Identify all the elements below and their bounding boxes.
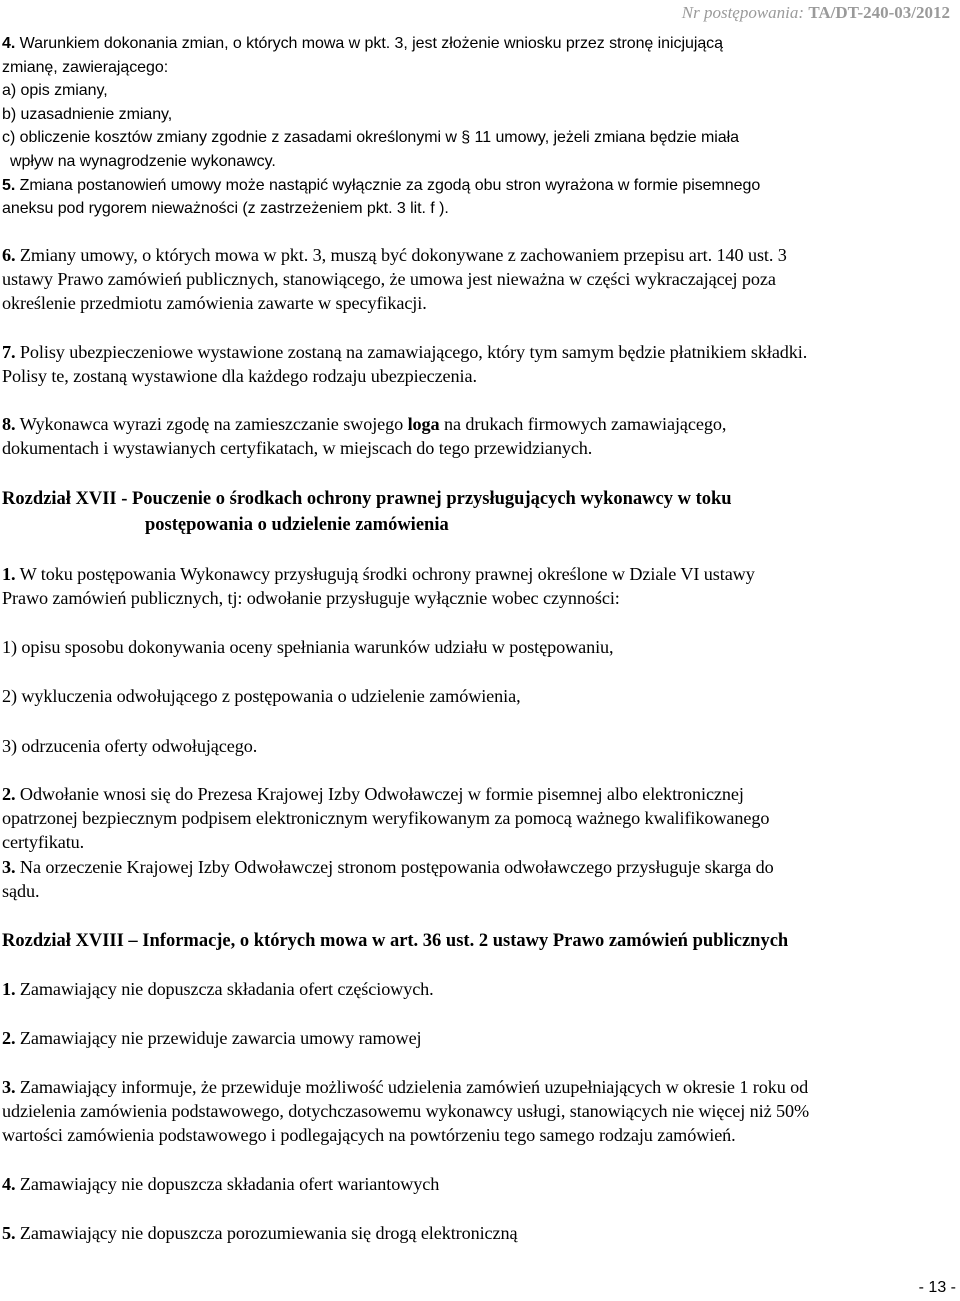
header-label: Nr postępowania: (681, 3, 805, 22)
page-header (682, 3, 950, 23)
s17-item-3: 3) odrzucenia oferty odwołującego. (2, 736, 258, 756)
s18-item-2: 2. Zamawiający nie przewiduje zawarcia umowy ramowej (2, 1028, 422, 1048)
s17-item-1: 1) opisu sposobu dokonywania oceny spełniania warunków udziału w postępowaniu, (2, 637, 614, 657)
s17-point-2-line-3: certyfikatu. (2, 832, 85, 852)
point-4-a: a) opis zmiany, (2, 82, 108, 99)
s18-item-4: 4. Zamawiający nie dopuszcza składania ofert wariantowych (2, 1174, 440, 1194)
case-number: TA/DT-240-03/2012 (808, 3, 950, 22)
s18-item-3-line-1: 3. Zamawiający informuje, że przewiduje możliwość udzielenia zamówień uzupełniających w okresie 1 roku od (2, 1077, 809, 1097)
point-6-line-1: 6. Zmiany umowy, o których mowa w pkt. 3, muszą być dokonywane z zachowaniem przepisu art. 140 ust. 3 (2, 245, 787, 265)
s17-point-1-line-1: 1. W toku postępowania Wykonawcy przysługują środki ochrony prawnej określone w Dziale VI ustawy (2, 564, 755, 584)
s17-point-3-line-2: sądu. (2, 881, 40, 901)
point-7-line-1: 7. Polisy ubezpieczeniowe wystawione zostaną na zamawiającego, który tym samym będzie płatnikiem składki. (2, 342, 808, 362)
point-7-line-2: Polisy te, zostaną wystawione dla każdego rodzaju ubezpieczenia. (2, 366, 477, 386)
section-18-title: Rozdział XVIII – Informacje, o których mowa w art. 36 ust. 2 ustawy Prawo zamówień publicznych (2, 931, 789, 951)
point-4-b: b) uzasadnienie zmiany, (2, 106, 173, 123)
s17-point-3-line-1: 3. Na orzeczenie Krajowej Izby Odwoławczej stronom postępowania odwoławczego przysługuje skarga do (2, 857, 774, 877)
s17-item-2: 2) wykluczenia odwołującego z postępowania o udzielenie zamówienia, (2, 686, 521, 706)
point-4-c-cont: wpływ na wynagrodzenie wykonawcy. (10, 153, 276, 170)
point-5-line-2: aneksu pod rygorem nieważności (z zastrzeżeniem pkt. 3 lit. f ). (2, 200, 449, 217)
point-8-line-1: 8. Wykonawca wyrazi zgodę na zamieszczanie swojego loga na drukach firmowych zamawiającego, (2, 414, 727, 434)
point-4-line-1: 4. Warunkiem dokonania zmian, o których mowa w pkt. 3, jest złożenie wniosku przez stronę inicjującą (2, 35, 723, 52)
s17-point-2-line-1: 2. Odwołanie wnosi się do Prezesa Krajowej Izby Odwoławczej w formie pisemnej albo elektronicznej (2, 784, 744, 804)
page-number: - 13 - (918, 1279, 956, 1296)
section-17-title-cont: postępowania o udzielenie zamówienia (145, 515, 449, 535)
s18-item-1: 1. Zamawiający nie dopuszcza składania ofert częściowych. (2, 979, 434, 999)
s17-point-2-line-2: opatrzonej bezpiecznym podpisem elektronicznym weryfikowanym za pomocą ważnego kwalifikowanego (2, 808, 770, 828)
point-4-line-2: zmianę, zawierającego: (2, 59, 169, 76)
point-4-c: c) obliczenie kosztów zmiany zgodnie z zasadami określonymi w § 11 umowy, jeżeli zmiana będzie miała (2, 129, 739, 146)
point-8-line-2: dokumentach i wystawianych certyfikatach, w miejscach do tego przewidzianych. (2, 438, 593, 458)
point-6-line-3: określenie przedmiotu zamówienia zawarte w specyfikacji. (2, 293, 427, 313)
s18-item-5: 5. Zamawiający nie dopuszcza porozumiewania się drogą elektroniczną (2, 1223, 518, 1243)
section-17-title: Rozdział XVII - Pouczenie o środkach ochrony prawnej przysługujących wykonawcy w toku (2, 489, 732, 509)
point-5-line-1: 5. Zmiana postanowień umowy może nastąpić wyłącznie za zgodą obu stron wyrażona w formie pisemnego (2, 177, 761, 194)
s18-item-3-line-2: udzielenia zamówienia podstawowego, dotychczasowemu wykonawcy usługi, stanowiących nie więcej niż 50% (2, 1101, 810, 1121)
s18-item-3-line-3: wartości zamówienia podstawowego i podlegających na powtórzeniu tego samego rodzaju zamówień. (2, 1125, 736, 1145)
s17-point-1-line-2: Prawo zamówień publicznych, tj: odwołanie przysługuje wyłącznie wobec czynności: (2, 588, 620, 608)
point-6-line-2: ustawy Prawo zamówień publicznych, stanowiącego, że umowa jest nieważna w części wykraczającej poza (2, 269, 776, 289)
